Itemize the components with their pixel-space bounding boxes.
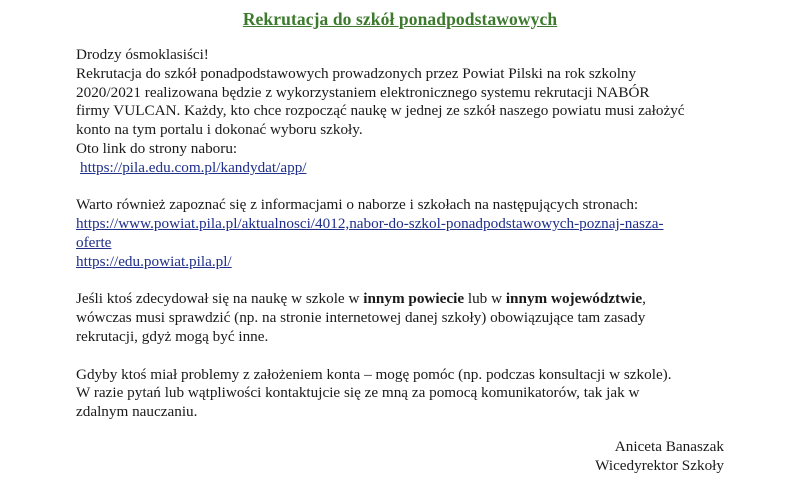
greeting: Drodzy ósmoklasiści! — [76, 46, 209, 63]
intro-line-4: konto na tym portalu i dokonać wyboru szkoły. — [76, 121, 363, 139]
powiat-link-row-2 — [76, 234, 766, 253]
kandydat-link[interactable]: https://pila.edu.com.pl/kandydat/app/ — [80, 158, 307, 176]
other-district-bold: innym powiecie — [363, 290, 465, 308]
powiat-link-row-1 — [76, 215, 766, 234]
intro-line-1: Rekrutacja do szkół ponadpodstawowych prowadzonych przez Powiat Pilski na rok szkolny — [76, 64, 637, 82]
other-region-line-1 — [76, 290, 766, 309]
other-region-line-3: rekrutacji, gdyż mogą być inne. — [76, 327, 269, 345]
help-line-3: zdalnym nauczaniu. — [76, 403, 198, 421]
help-line-2: W razie pytań lub wątpliwości kontaktujcie się ze mną za pomocą komunikatorów, tak jak w — [76, 384, 640, 402]
help-line-1: Gdyby ktoś miał problemy z założeniem konta – mogę pomóc (np. podczas konsultacji w szkole). — [76, 365, 672, 383]
intro-line-3: firmy VULCAN. Każdy, kto chce rozpocząć naukę w jednej ze szkół naszego powiatu musi założyć — [76, 102, 685, 120]
page-title: Rekrutacja do szkół ponadpodstawowych — [242, 9, 558, 29]
other-region-part-1: Jeśli ktoś zdecydował się na naukę w szkole w — [76, 290, 364, 308]
other-voivodeship-bold: innym województwie — [505, 290, 643, 308]
link-row — [76, 159, 766, 178]
powiat-link[interactable]: https://www.powiat.pila.pl/aktualnosci/4012,nabor-do-szkol-ponadpodstawowych-poznaj-nasza- — [76, 215, 664, 233]
other-region-line-2: wówczas musi sprawdzić (np. na stronie internetowej danej szkoły) obowiązujące tam zasady — [76, 309, 646, 327]
document-body — [76, 46, 766, 422]
link-intro: Oto link do strony naboru: — [76, 139, 238, 157]
edu-link-row — [76, 253, 766, 272]
powiat-link-continued[interactable]: oferte — [76, 233, 112, 251]
more-info-text: Warto również zapoznać się z informacjami o naborze i szkołach na następujących stronach: — [76, 196, 639, 214]
other-region-part-2: lub w — [464, 290, 506, 308]
edu-link[interactable]: https://edu.powiat.pila.pl/ — [76, 252, 232, 270]
signature-name: Aniceta Banaszak — [614, 438, 724, 455]
intro-line-2: 2020/2021 realizowana będzie z wykorzystaniem elektronicznego systemu rekrutacji NABÓR — [76, 83, 650, 101]
signature — [595, 438, 724, 476]
signature-role: Wicedyrektor Szkoły — [595, 456, 724, 474]
other-region-part-3: , — [642, 290, 646, 308]
